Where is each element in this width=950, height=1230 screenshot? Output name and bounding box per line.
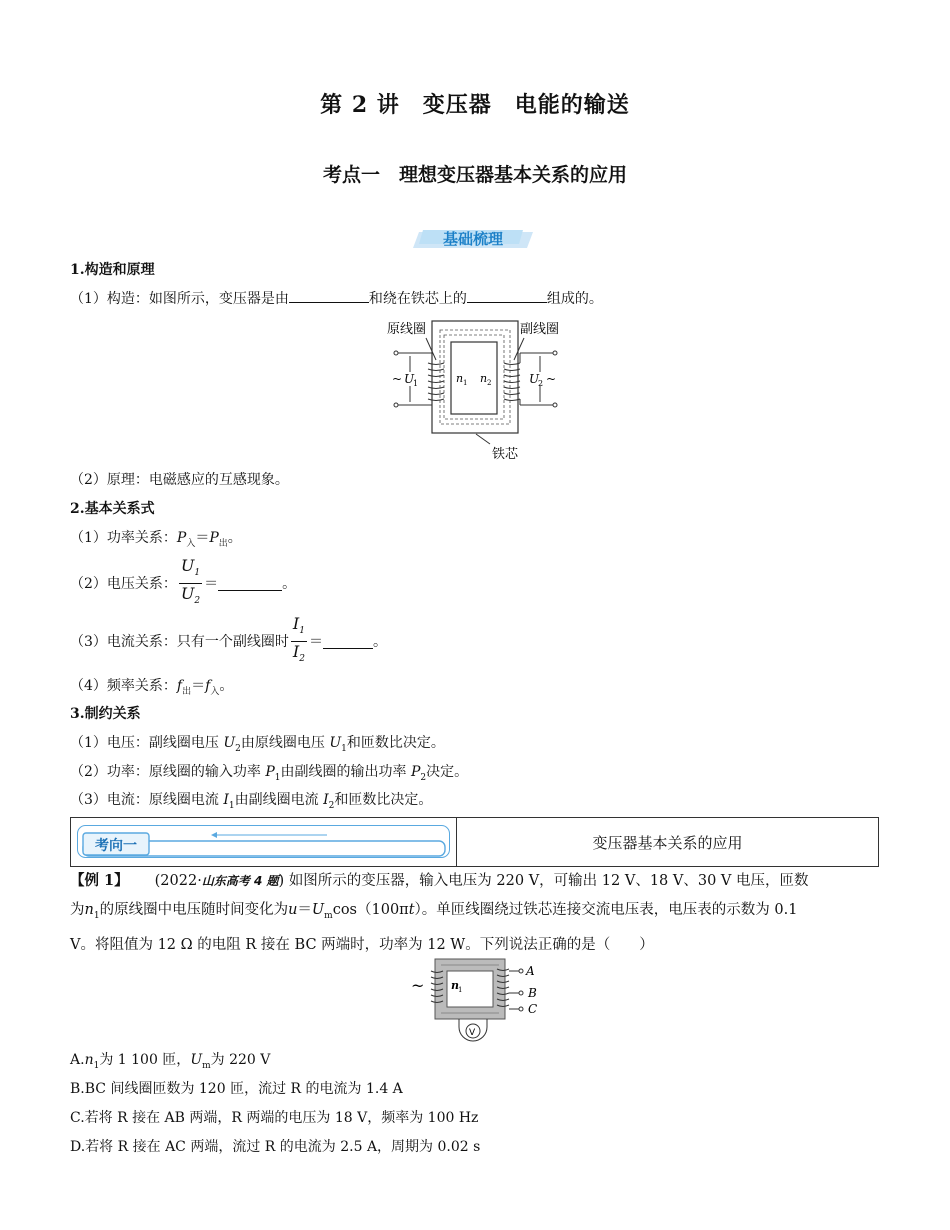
var-i: I bbox=[223, 792, 229, 808]
source-close: ) bbox=[278, 873, 285, 889]
text: 由原线圈电压 bbox=[240, 735, 330, 751]
heading-text: .制约关系 bbox=[79, 706, 141, 722]
sub-in: 入 bbox=[186, 538, 196, 549]
option-c[interactable]: C.若将 R 接在 AB 两端，R 两端的电压为 18 V，频率为 100 Hz bbox=[70, 1110, 479, 1126]
var-p: P bbox=[176, 530, 187, 546]
voltage-fraction bbox=[179, 556, 202, 611]
example-line-3: V。将阻值为 12 Ω 的电阻 R 接在 BC 两端时，功率为 12 W。下列说法正确的是（ ） bbox=[70, 936, 654, 953]
terminal-b: B bbox=[528, 986, 537, 1000]
constraint-power bbox=[70, 762, 468, 788]
text: ）。单匝线圈绕过铁芯连接交流电压表，电压表的示数为 0.1 bbox=[414, 902, 798, 918]
sub-out: 出 bbox=[182, 686, 192, 697]
text: （1）电压：副线圈电压 bbox=[70, 735, 224, 751]
sub: 2 bbox=[235, 743, 241, 754]
var-p: P bbox=[265, 764, 275, 780]
var-f: f bbox=[176, 678, 183, 694]
label-u2: U bbox=[529, 372, 540, 386]
text: （3）电流：原线圈电流 bbox=[70, 792, 224, 808]
voltmeter-label: V bbox=[469, 1028, 476, 1038]
topic-table bbox=[70, 817, 879, 867]
text: 为 bbox=[70, 902, 85, 918]
constraint-voltage bbox=[70, 733, 445, 759]
text: 。 bbox=[219, 678, 234, 694]
source-year: (2022· bbox=[154, 873, 202, 889]
heading-constraints bbox=[70, 704, 141, 724]
text: 和匝数比决定。 bbox=[346, 735, 445, 751]
label-n1-sub: 1 bbox=[458, 986, 463, 994]
option-letter: A. bbox=[70, 1052, 85, 1068]
section-title: 考点一 理想变压器基本关系的应用 bbox=[322, 164, 627, 186]
answer-blank[interactable] bbox=[467, 288, 547, 303]
text: 决定。 bbox=[426, 764, 469, 780]
sub: 1 bbox=[228, 800, 235, 811]
label-u1-sub: 1 bbox=[413, 379, 419, 388]
var-f: f bbox=[205, 678, 211, 694]
label-n1: n bbox=[456, 372, 464, 385]
sub: 1 bbox=[274, 772, 281, 783]
var-u: U bbox=[180, 556, 195, 575]
heading-number: 3 bbox=[70, 706, 80, 722]
var-i: I bbox=[292, 642, 300, 662]
example-label: 【例 1】 bbox=[70, 872, 129, 889]
var-p: P bbox=[209, 530, 219, 546]
label-secondary-coil: 副线圈 bbox=[520, 322, 560, 337]
text: （3）电流关系：只有一个副线圈时 bbox=[70, 633, 289, 650]
sub-m: m bbox=[202, 1060, 211, 1071]
answer-blank[interactable] bbox=[289, 288, 369, 303]
heading-text: .构造和原理 bbox=[79, 262, 155, 278]
text: 由副线圈电流 bbox=[234, 792, 324, 808]
text: （2）电压关系： bbox=[70, 575, 177, 592]
heading-relations bbox=[70, 499, 155, 519]
option-d[interactable]: D.若将 R 接在 AC 两端，流过 R 的电流为 2.5 A，周期为 0.02 s bbox=[70, 1139, 481, 1155]
heading-number: 1 bbox=[70, 262, 80, 278]
var-t: t bbox=[408, 902, 415, 918]
equals: ＝ bbox=[297, 902, 312, 918]
var-p: P bbox=[410, 764, 421, 780]
sub: 1 bbox=[194, 568, 201, 579]
var-i: I bbox=[292, 614, 300, 633]
constraint-current bbox=[70, 790, 432, 816]
sub: 1 bbox=[341, 743, 347, 754]
equals: ＝ bbox=[204, 575, 219, 592]
principle-item: （2）原理：电磁感应的互感现象。 bbox=[70, 472, 289, 488]
sub: 1 bbox=[299, 626, 305, 637]
text: 组成的。 bbox=[546, 291, 603, 307]
label-n1-sub: 1 bbox=[463, 379, 468, 387]
text: 如图所示的变压器，输入电压为 220 V，可输出 12 V、18 V、30 V 电压，匝数 bbox=[288, 873, 809, 889]
var-n: n bbox=[84, 902, 94, 918]
var-U: U bbox=[190, 1052, 203, 1068]
var-u: U bbox=[329, 735, 342, 751]
label-primary-coil: 原线圈 bbox=[387, 322, 427, 337]
text: 由副线圈的输出功率 bbox=[280, 764, 411, 780]
frequency-relation bbox=[70, 676, 233, 702]
answer-blank[interactable] bbox=[323, 634, 373, 649]
current-fraction bbox=[291, 614, 307, 669]
sub: 2 bbox=[420, 772, 427, 783]
label-u2-sub: 2 bbox=[538, 379, 544, 388]
ac-symbol-right: ~ bbox=[546, 372, 557, 386]
structure-item bbox=[70, 288, 603, 309]
text: （1）功率关系： bbox=[70, 530, 177, 546]
transformer-diagram bbox=[380, 316, 580, 466]
text: 为 220 V bbox=[210, 1052, 271, 1068]
text: 和绕在铁芯上的 bbox=[368, 291, 467, 307]
option-a[interactable] bbox=[70, 1050, 270, 1076]
text: 。 bbox=[227, 530, 242, 546]
sub: 2 bbox=[328, 800, 335, 811]
terminal-a: A bbox=[526, 964, 535, 978]
text: 。 bbox=[372, 633, 387, 650]
text: 。 bbox=[282, 575, 297, 592]
text: 的原线圈中电压随时间变化为 bbox=[99, 902, 289, 918]
power-relation bbox=[70, 528, 242, 554]
topic-title: 变压器基本关系的应用 bbox=[592, 833, 743, 852]
source-name: 山东高考 4 题 bbox=[201, 874, 279, 888]
sub-m: m bbox=[324, 910, 333, 921]
example-line-1 bbox=[70, 866, 882, 896]
ac-source-symbol: ~ bbox=[411, 976, 425, 995]
var-u: U bbox=[180, 584, 195, 604]
sub: 2 bbox=[299, 654, 305, 665]
text: （2）功率：原线圈的输入功率 bbox=[70, 764, 266, 780]
var-U: U bbox=[311, 902, 325, 918]
sub-out: 出 bbox=[218, 538, 228, 549]
sub: 2 bbox=[194, 596, 201, 607]
equals: ＝ bbox=[191, 678, 206, 694]
current-relation bbox=[70, 614, 387, 669]
label-u1: U bbox=[404, 372, 415, 386]
var-i: I bbox=[323, 792, 329, 808]
label-n2-sub: 2 bbox=[487, 379, 492, 387]
option-b[interactable]: B.BC 间线圈匝数为 120 匝，流过 R 的电流为 1.4 A bbox=[70, 1081, 403, 1097]
example-line-2 bbox=[70, 896, 882, 931]
text: 为 1 100 匝， bbox=[99, 1052, 191, 1068]
text: 和匝数比决定。 bbox=[334, 792, 433, 808]
terminal-c: C bbox=[528, 1002, 538, 1016]
sub: 1 bbox=[93, 910, 100, 921]
sub-in: 入 bbox=[210, 686, 220, 697]
badge-label: 基础梳理 bbox=[442, 230, 503, 248]
heading-number: 2 bbox=[70, 501, 80, 517]
voltage-relation bbox=[70, 556, 296, 611]
label-iron-core: 铁芯 bbox=[492, 447, 519, 462]
equals: ＝ bbox=[308, 633, 323, 650]
heading-structure bbox=[70, 260, 155, 280]
transformer-voltmeter-diagram bbox=[405, 955, 545, 1045]
heading-text: .基本关系式 bbox=[79, 501, 155, 517]
topic-tag-label: 考向一 bbox=[95, 838, 137, 854]
sub: 1 bbox=[93, 1060, 100, 1071]
ac-symbol-left: ~ bbox=[392, 372, 403, 386]
text: （4）频率关系： bbox=[70, 678, 177, 694]
page-title: 第 2 讲 变压器 电能的输送 bbox=[320, 92, 630, 118]
text: cos（100π bbox=[332, 902, 409, 918]
label-n2: n bbox=[480, 372, 488, 385]
answer-blank[interactable] bbox=[218, 576, 282, 591]
var-u: U bbox=[223, 735, 236, 751]
var-n: n bbox=[84, 1052, 94, 1068]
text: （1）构造：如图所示，变压器是由 bbox=[70, 291, 289, 307]
equals: ＝ bbox=[195, 530, 210, 546]
label-n1: n bbox=[451, 979, 459, 992]
var-u: u bbox=[288, 902, 298, 918]
badge-basics bbox=[413, 228, 533, 250]
example-question bbox=[70, 866, 882, 960]
